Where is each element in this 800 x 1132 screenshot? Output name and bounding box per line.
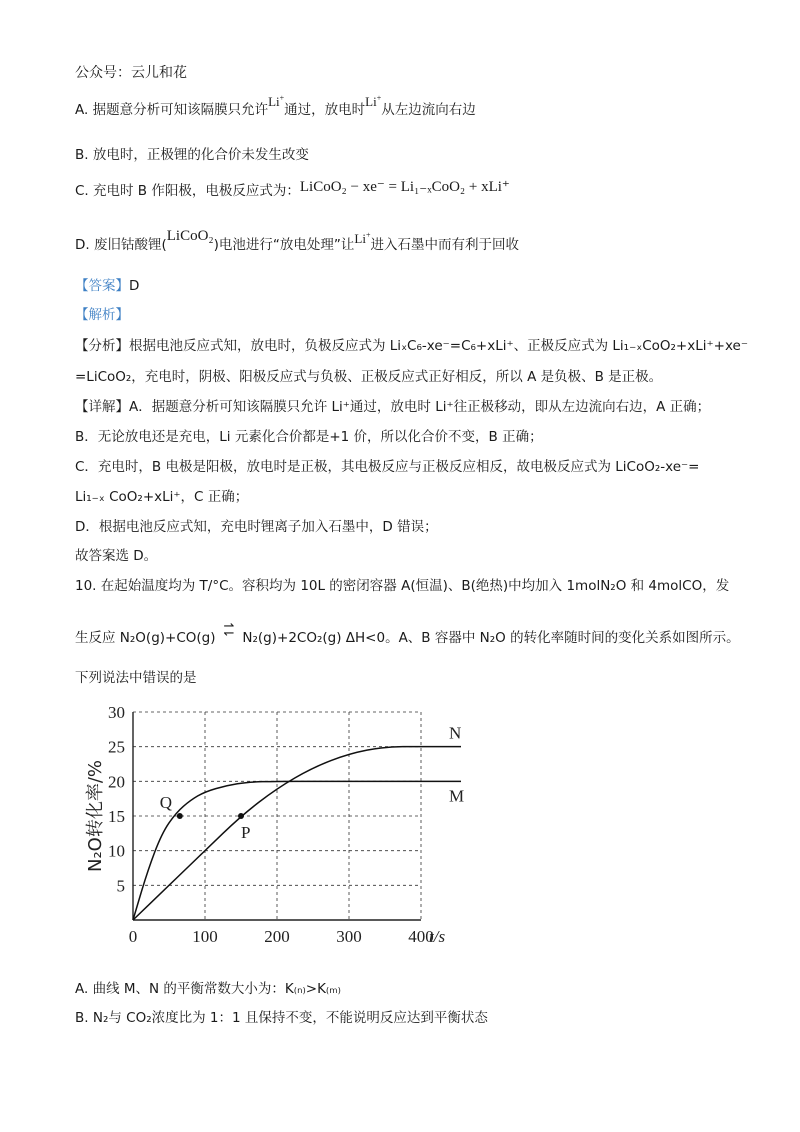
detail-line-2: B．无论放电还是充电，Li 元素化合价都是+1 价，所以化合价不变，B 正确； — [75, 429, 543, 445]
q9-option-a — [75, 93, 476, 118]
answer-value: D — [129, 278, 140, 294]
q9-option-b: B. 放电时，正极锂的化合价未发生改变 — [75, 147, 309, 163]
q9-option-a-ion-charge-2: + — [376, 93, 382, 103]
header-text: 公众号：云儿和花 — [75, 65, 187, 81]
y-tick-label: 20 — [108, 772, 125, 792]
point-label-Q: Q — [159, 793, 173, 812]
x-tick-label: 400 — [408, 927, 434, 946]
q10-option-b: B. N₂与 CO₂浓度比为 1：1 且保持不变，不能说明反应达到平衡状态 — [75, 1010, 488, 1026]
q10-stem-line-3: 下列说法中错误的是 — [75, 670, 197, 686]
q9-answer — [75, 274, 139, 294]
q9-option-a-ion-2: Li — [365, 94, 377, 109]
q9-option-d-ion: Li — [354, 231, 366, 246]
q9-option-c-prefix: C. 充电时 B 作阳极，电极反应式为： — [75, 183, 300, 199]
y-tick-label: 10 — [108, 841, 125, 861]
conversion-chart — [85, 698, 465, 953]
point-label-P: P — [241, 823, 251, 842]
q9-option-d-ion-charge: + — [365, 230, 371, 240]
q10-reaction-left: 生反应 N₂O(g)+CO(g) — [75, 630, 216, 646]
point-Q — [177, 813, 183, 819]
detail-line-1: 【详解】A．据题意分析可知该隔膜只允许 Li⁺通过，放电时 Li⁺往正极移动，即从左边流向右边，A 正确； — [75, 399, 711, 415]
series-label-M: M — [449, 786, 465, 806]
y-tick-label: 15 — [108, 807, 125, 826]
detail-line-5: D．根据电池反应式知，充电时锂离子加入石墨中，D 错误； — [75, 519, 438, 535]
q9-option-a-ion: Li — [268, 94, 280, 109]
analysis-line-1: 【分析】根据电池反应式知，放电时，负极反应式为 LiₓC₆-xe⁻=C₆+xLi⁺、正极反应式为 Li₁₋ₓCoO₂+xLi⁺+xe⁻ — [75, 338, 748, 354]
q9-option-c — [75, 179, 510, 200]
x-tick-label: 300 — [336, 927, 362, 946]
x-tick-label: 0 — [128, 927, 138, 946]
x-tick-label: 200 — [264, 927, 290, 946]
q9-option-a-prefix: A. 据题意分析可知该隔膜只允许 — [75, 102, 269, 118]
q9-option-a-ion-charge: + — [279, 93, 285, 103]
y-tick-label: 30 — [108, 703, 125, 722]
q9-option-d-suffix: 进入石墨中而有利于回收 — [370, 237, 519, 253]
q9-option-d-prefix: D. 废旧钴酸锂( — [75, 237, 167, 253]
x-tick-label: 100 — [192, 927, 218, 946]
q9-option-d — [75, 228, 519, 254]
x-axis-label: t/s — [429, 927, 446, 946]
series-line-N — [133, 747, 461, 920]
equilibrium-arrow-icon: ⇀ ↽ — [223, 619, 235, 641]
detail-line-4: Li₁₋ₓ CoO₂+xLi⁺，C 正确； — [75, 489, 249, 505]
q10-reaction-right: N₂(g)+2CO₂(g) ΔH<0。A、B 容器中 N₂O 的转化率随时间的变化关系如图所示。 — [242, 630, 740, 646]
detail-line-3: C．充电时，B 电极是阳极，放电时是正极，其电极反应与正极反应相反，故电极反应式为 LiCoO₂-xe⁻= — [75, 459, 700, 475]
series-label-N: N — [449, 723, 462, 743]
q9-option-a-suffix: 从左边流向右边 — [381, 102, 476, 118]
q9-option-d-compound: LiCoO₂ — [166, 228, 214, 244]
analysis-tag: 【解析】 — [75, 307, 129, 323]
detail-line-6: 故答案选 D。 — [75, 548, 158, 564]
q9-option-c-formula: LiCoO₂ − xe⁻ = Li₁₋ₓCoO₂ + xLi⁺ — [299, 179, 510, 195]
q9-option-d-mid: )电池进行“放电处理”让 — [213, 237, 355, 253]
analysis-line-2: =LiCoO₂，充电时，阴极、阳极反应式与负极、正极反应式正好相反，所以 A 是负极、B 是正极。 — [75, 369, 663, 385]
y-tick-label: 25 — [108, 737, 125, 757]
q10-stem-line-1: 10. 在起始温度均为 T/°C。容积均为 10L 的密闭容器 A(恒温)、B(绝热)中均加入 1molN₂O 和 4molCO，发 — [75, 578, 730, 594]
answer-tag: 【答案】 — [75, 278, 129, 294]
y-tick-label: 5 — [116, 876, 125, 896]
y-axis-label: N₂O转化率/% — [85, 759, 106, 873]
q10-stem-line-2 — [75, 619, 740, 646]
q10-option-a: A. 曲线 M、N 的平衡常数大小为：K₍ₙ₎>K₍ₘ₎ — [75, 981, 341, 997]
q9-option-a-mid: 通过，放电时 — [284, 102, 366, 118]
point-P — [238, 813, 244, 819]
